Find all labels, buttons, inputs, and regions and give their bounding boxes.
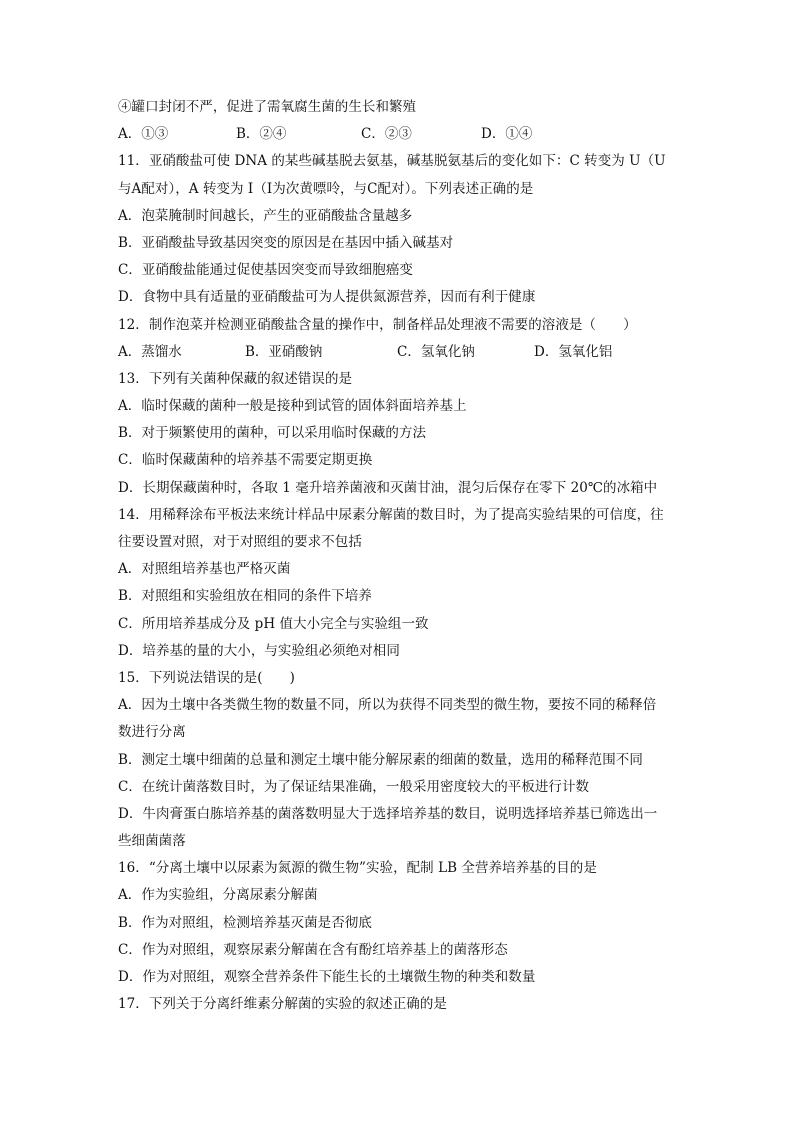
q16-stem: 16．“分离土壤中以尿素为氮源的微生物”实验，配制 LB 全营养培养基的目的是 <box>118 860 597 877</box>
q15-option-a-line-1: A．因为土壤中各类微生物的数量不同，所以为获得不同类型的微生物，要按不同的稀释倍 <box>118 697 657 714</box>
q14-stem-line-2: 往要设置对照，对于对照组的要求不包括 <box>118 534 362 550</box>
q14-option-c: C．所用培养基成分及 pH 值大小完全与实验组一致 <box>118 615 429 632</box>
q11-option-c: C．亚硝酸盐能通过促使基因突变而导致细胞癌变 <box>118 262 413 279</box>
q15-stem: 15．下列说法错误的是( ) <box>118 669 295 686</box>
q13-option-a: A．临时保藏的菌种一般是接种到试管的固体斜面培养基上 <box>118 398 467 415</box>
q12-option-d: D．氢氧化铝 <box>534 343 613 360</box>
q11-option-a: A．泡菜腌制时间越长，产生的亚硝酸盐含量越多 <box>118 207 413 224</box>
q13-option-c: C．临时保藏菌种的培养基不需要定期更换 <box>118 452 373 469</box>
q16-option-d: D．作为对照组，观察全营养条件下能生长的土壤微生物的种类和数量 <box>118 969 536 985</box>
q13-stem: 13．下列有关菌种保藏的叙述错误的是 <box>118 370 353 387</box>
q12-options <box>118 339 678 366</box>
q16-option-b: B．作为对照组，检测培养基灭菌是否彻底 <box>118 914 372 931</box>
q15-option-a-line-2: 数进行分离 <box>118 724 186 741</box>
q12-option-c: C．氢氧化钠 <box>397 343 475 360</box>
q13-option-b: B．对于频繁使用的菌种，可以采用临时保藏的方法 <box>118 425 427 442</box>
q14-option-a: A．对照组培养基也严格灭菌 <box>118 561 291 578</box>
q11-option-b: B．亚硝酸盐导致基因突变的原因是在基因中插入碱基对 <box>118 234 454 251</box>
q16-option-a: A．作为实验组，分离尿素分解菌 <box>118 887 318 904</box>
q10-options <box>118 121 678 148</box>
q10-statement-4: ④罐口封闭不严，促进了需氧腐生菌的生长和繁殖 <box>118 99 417 115</box>
q15-option-d-line-1: D．牛肉膏蛋白胨培养基的菌落数明显大于选择培养基的数目，说明选择培养基已筛选出一 <box>118 805 658 822</box>
q11-option-d: D．食物中具有适量的亚硝酸盐可为人提供氮源营养，因而有利于健康 <box>118 289 536 306</box>
q11-stem-line-1: 11．亚硝酸盐可使 DNA 的某些碱基脱去氨基，碱基脱氨基后的变化如下：C 转变为 U（U <box>118 153 666 170</box>
q13-option-d: D．长期保藏菌种时，各取 1 毫升培养菌液和灭菌甘油，混匀后保存在零下 20℃的冰箱中 <box>118 479 658 496</box>
q10-option-c: C．②③ <box>361 126 412 143</box>
q12-option-a: A．蒸馏水 <box>118 343 182 360</box>
q10-option-a: A．①③ <box>118 126 169 143</box>
document-body <box>118 94 678 1018</box>
q14-stem-line-1: 14．用稀释涂布平板法来统计样品中尿素分解菌的数目时，为了提高实验结果的可信度，往 <box>118 506 664 523</box>
q15-option-d-line-2: 些细菌菌落 <box>118 833 186 850</box>
q11-stem-line-2: 与A配对），A 转变为 I（I为次黄嘌呤，与C配对）。下列表述正确的是 <box>118 180 534 197</box>
q14-option-d: D．培养基的量的大小，与实验组必须绝对相同 <box>118 642 400 659</box>
q12-stem: 12．制作泡菜并检测亚硝酸盐含量的操作中，制备样品处理液不需要的溶液是（ ） <box>118 316 637 333</box>
q10-option-b: B．②④ <box>236 126 287 143</box>
q15-option-c: C．在统计菌落数目时，为了保证结果准确，一般采用密度较大的平板进行计数 <box>118 778 590 795</box>
q16-option-c: C．作为对照组，观察尿素分解菌在含有酚红培养基上的菌落形态 <box>118 941 508 958</box>
q15-option-b: B．测定土壤中细菌的总量和测定土壤中能分解尿素的细菌的数量，选用的稀释范围不同 <box>118 751 643 768</box>
q14-option-b: B．对照组和实验组放在相同的条件下培养 <box>118 588 372 605</box>
q12-option-b: B．亚硝酸钠 <box>245 343 323 360</box>
q17-stem: 17．下列关于分离纤维素分解菌的实验的叙述正确的是 <box>118 996 447 1013</box>
q10-option-d: D．①④ <box>481 126 533 143</box>
